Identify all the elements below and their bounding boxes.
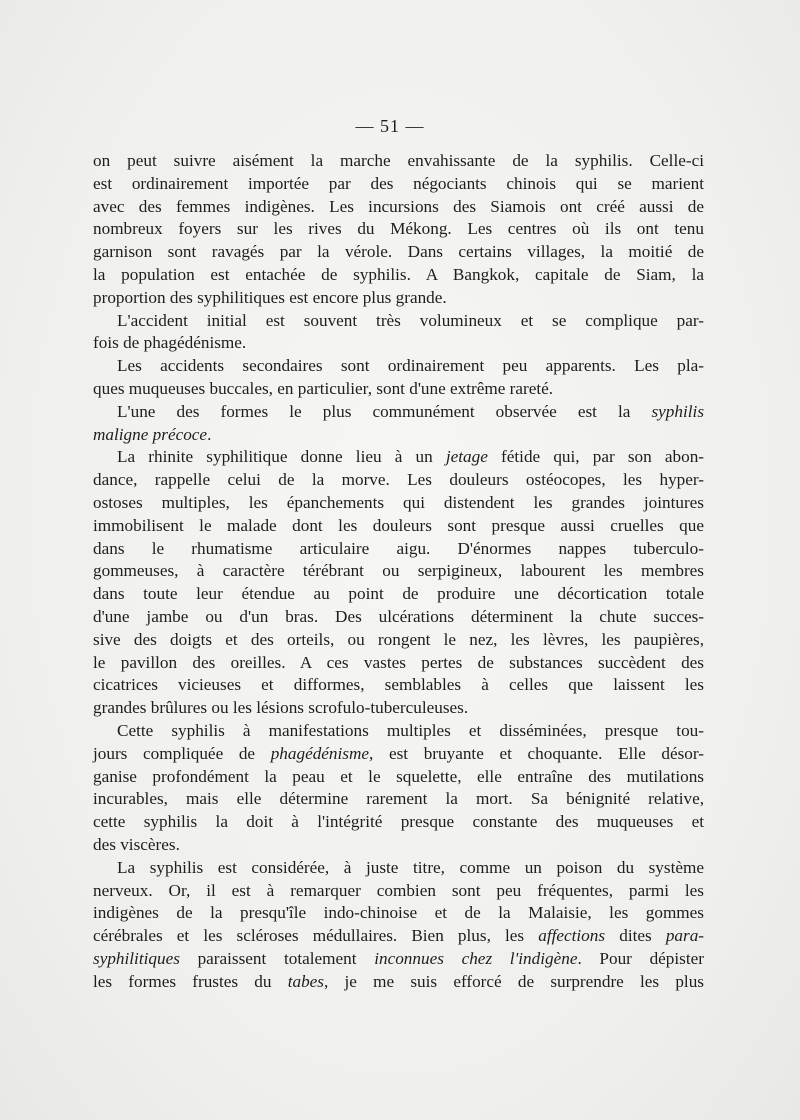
text-line: sive des doigts et des orteils, ou rongent le nez, les lèvres, les paupières,: [93, 629, 704, 649]
text-line: gommeuses, à caractère térébrant ou serpigineux, labourent les membres: [93, 561, 704, 581]
text-line: indigènes de la presqu'île indo-chinoise et de la Malaisie, les gommes: [93, 903, 704, 923]
text-line: la population est entachée de syphilis. A Bangkok, capitale de Siam, la: [93, 264, 704, 284]
italic-term: syphilis: [651, 401, 705, 421]
italic-term: para-: [665, 926, 705, 946]
paragraph-4: [93, 401, 704, 447]
text-line: le pavillon des oreilles. A ces vastes pertes de substances succèdent des: [93, 652, 704, 672]
text-line: L'accident initial est souvent très volumineux et se complique par-: [117, 310, 704, 330]
text-run: , je me suis efforcé de surprendre les plus: [324, 971, 704, 991]
text-line: [93, 948, 704, 971]
text-run: , est bruyante et choquante. Elle désor-: [369, 743, 705, 763]
text-run: .: [207, 424, 212, 444]
text-run: L'une des formes le plus communément observée est la: [117, 401, 631, 421]
text-line: ques muqueuses buccales, en particulier, sont d'une extrême rareté.: [93, 378, 554, 398]
text-line: des viscères.: [93, 834, 180, 854]
body-text: [93, 150, 704, 993]
text-line: [93, 424, 704, 447]
text-run: . Pour dépister: [577, 948, 704, 968]
paragraph-1: [93, 150, 704, 310]
text-line: dans toute leur étendue au point de produire une décortication totale: [93, 584, 704, 604]
italic-term: jetage: [445, 447, 488, 467]
text-line: fois de phagédénisme.: [93, 333, 247, 353]
text-line: [93, 925, 704, 948]
text-line: cette syphilis la doit à l'intégrité presque constante des muqueuses et: [93, 812, 704, 832]
text-run: fétide qui, par son abon-: [501, 447, 705, 467]
text-run: cérébrales et les scléroses médullaires. Bien plus, les: [93, 926, 525, 946]
italic-term: phagédénisme: [270, 743, 370, 763]
text-run: La rhinite syphilitique donne lieu à un: [117, 447, 433, 467]
text-line: ganise profondément la peau et le squelette, elle entraîne des mutilations: [93, 766, 704, 786]
text-line: [93, 401, 704, 424]
page-number: — 51 —: [355, 116, 425, 136]
text-run: jours compliquée de: [93, 743, 256, 763]
paragraph-6: [93, 720, 704, 857]
text-line: est ordinairement importée par des négociants chinois qui se marient: [93, 173, 704, 193]
paragraph-2: [93, 310, 704, 356]
text-line: nombreux foyers sur les rives du Mékong. Les centres où ils ont tenu: [93, 219, 704, 239]
text-line: grandes brûlures ou les lésions scrofulo-tuberculeuses.: [93, 698, 469, 718]
text-line: [93, 446, 704, 469]
text-line: avec des femmes indigènes. Les incursions des Siamois ont créé aussi de: [93, 196, 704, 216]
paragraph-3: [93, 355, 704, 401]
italic-term: affections: [538, 926, 606, 946]
text-line: ostoses multiples, les épanchements qui distendent les grandes jointures: [93, 492, 704, 512]
text-line: [93, 971, 704, 994]
italic-term: maligne précoce: [93, 424, 208, 444]
text-line: on peut suivre aisément la marche envahissante de la syphilis. Celle-ci: [93, 151, 704, 170]
text-line: immobilisent le malade dont les douleurs sont presque aussi cruelles que: [93, 515, 704, 535]
text-line: dans le rhumatisme articulaire aigu. D'énormes nappes tuberculo-: [93, 538, 704, 558]
text-run: dites: [619, 926, 652, 946]
text-line: garnison sont ravagés par la vérole. Dans certains villages, la moitié de: [93, 242, 704, 262]
text-line: La syphilis est considérée, à juste titre, comme un poison du système: [117, 857, 704, 877]
text-line: nerveux. Or, il est à remarquer combien sont peu fréquentes, parmi les: [93, 880, 704, 900]
text-line: d'une jambe ou d'un bras. Des ulcérations déterminent la chute succes-: [93, 606, 704, 626]
text-line: [93, 743, 704, 766]
text-line: dance, rappelle celui de la morve. Les douleurs ostéocopes, les hyper-: [93, 470, 704, 490]
text-line: incurables, mais elle détermine rarement la mort. Sa bénignité relative,: [93, 789, 704, 809]
italic-term: tabes: [287, 971, 324, 991]
italic-term: inconnues chez l'indigène: [374, 948, 578, 968]
text-line: proportion des syphilitiques est encore plus grande.: [93, 287, 447, 307]
paragraph-5: [93, 446, 704, 720]
italic-term: syphilitiques: [93, 948, 180, 968]
text-run: paraissent totalement: [197, 948, 357, 968]
text-line: cicatrices vicieuses et difformes, semblables à celles que laissent les: [93, 675, 704, 695]
paragraph-7: [93, 857, 704, 994]
text-line: Cette syphilis à manifestations multiples et disséminées, presque tou-: [117, 720, 704, 740]
text-line: Les accidents secondaires sont ordinairement peu apparents. Les pla-: [117, 356, 704, 376]
text-run: les formes frustes du: [93, 971, 272, 991]
